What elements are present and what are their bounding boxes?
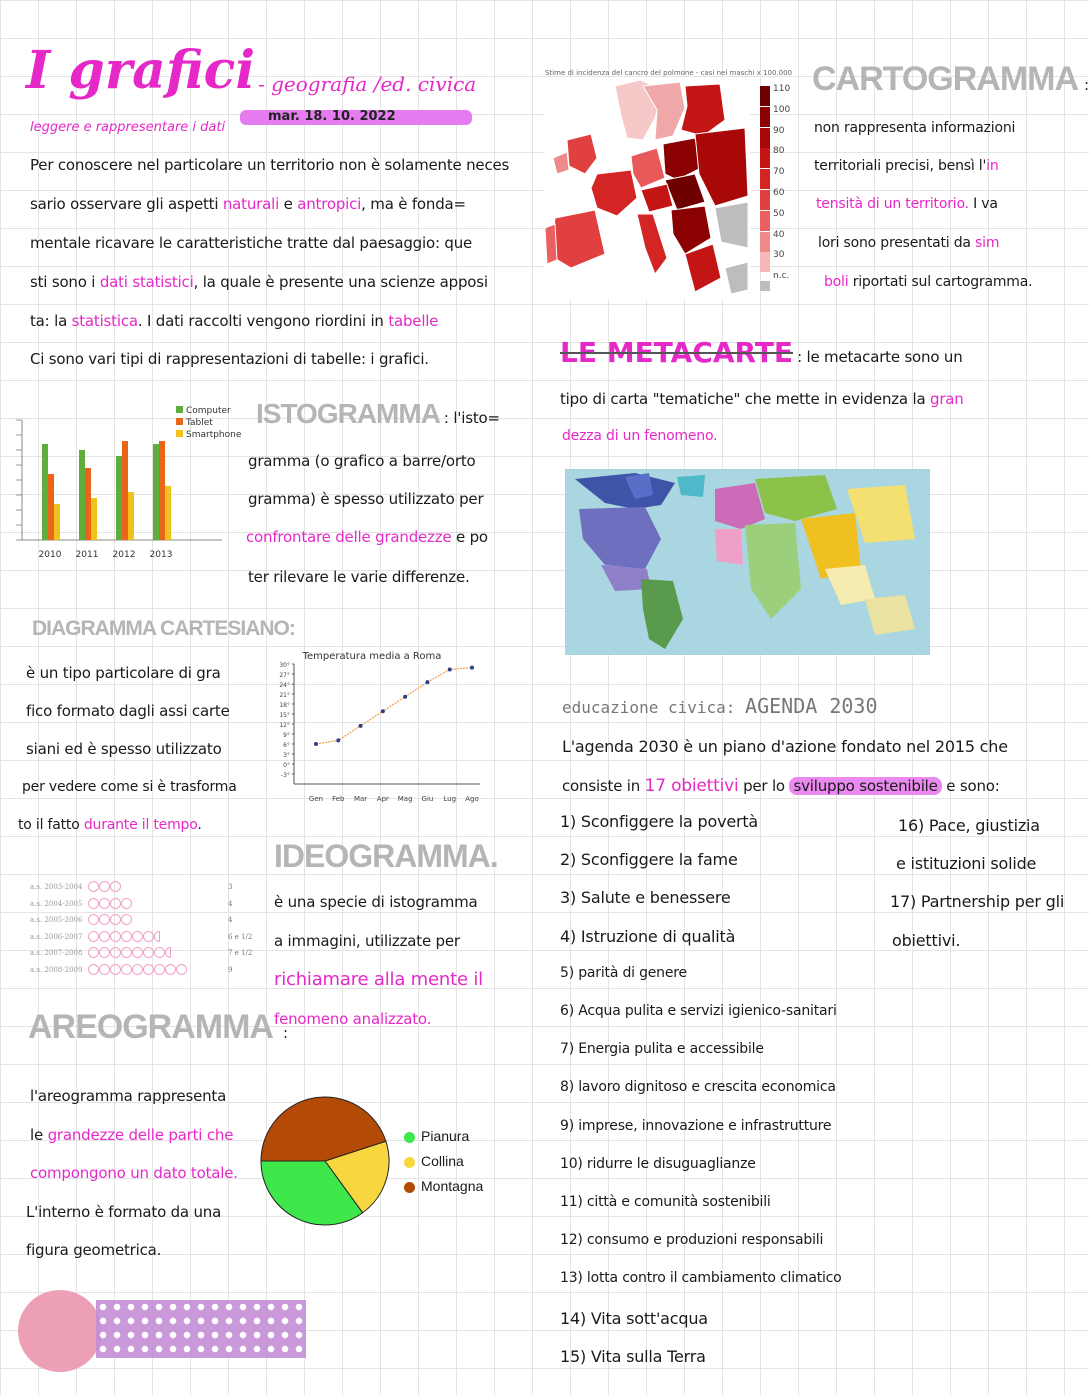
pie-legend-item: [404, 1174, 483, 1199]
map-scale-step: [760, 148, 800, 168]
tagline: leggere e rappresentare i dati: [30, 120, 226, 135]
istogramma-line: confrontare delle grandezze e po: [246, 528, 488, 546]
bar: [54, 504, 60, 540]
agenda-goal-16a: 16) Pace, giustizia: [898, 816, 1040, 835]
smiley-icon: [110, 914, 121, 925]
map-scale-label: n.c.: [773, 271, 790, 282]
pictogram-row: [30, 897, 260, 911]
smiley-icon: [176, 964, 187, 975]
y-tick-label: 30°: [279, 662, 290, 669]
cartogramma-line: tensità di un territorio. I va: [816, 196, 998, 212]
legend-swatch: [176, 418, 183, 425]
map-scale-label: 90: [773, 125, 785, 136]
intro-line: mentale ricavare le caratteristiche tratte dal paesaggio: que: [30, 234, 473, 252]
pictogram-row-label: a.s. 2004-2005: [30, 899, 83, 908]
agenda-heading: educazione civica: AGENDA 2030: [562, 694, 878, 718]
y-tick-label: 0°: [283, 762, 290, 769]
smiley-icon: [121, 931, 132, 942]
pictogram-row: [30, 913, 260, 927]
agenda-goal: 12) consumo e produzioni responsabili: [560, 1232, 824, 1249]
pie-legend-label: Collina: [421, 1153, 464, 1169]
metacarte-line: dezza di un fenomeno.: [562, 428, 718, 444]
smiley-icon: [99, 881, 110, 892]
agenda-goal: 4) Istruzione di qualità: [560, 926, 736, 946]
agenda-goal: 7) Energia pulita e accessibile: [560, 1041, 764, 1058]
istogramma-heading-row: ISTOGRAMMA : l'isto=: [256, 398, 500, 429]
date-badge: [240, 110, 472, 125]
legend-dot-icon: [404, 1157, 415, 1168]
smiley-icon: [143, 947, 154, 958]
x-tick-label: Giu: [421, 795, 434, 803]
y-tick-label: 21°: [279, 692, 290, 699]
cartesiano-line: fico formato dagli assi carte: [26, 702, 230, 720]
x-tick-label: 2012: [112, 550, 136, 560]
map-scale-label: 30: [773, 250, 785, 261]
map-scale-step: [760, 190, 800, 210]
bar: [85, 468, 91, 540]
smiley-icon: [110, 947, 121, 958]
ideogramma-line: è una specie di istogramma: [274, 893, 478, 911]
y-tick-label: 18°: [279, 702, 290, 709]
map-scale-swatch: [760, 86, 770, 106]
agenda-goal: 1) Sconfiggere la povertà: [560, 812, 759, 831]
map-scale-swatch: [760, 148, 770, 168]
smiley-icon: [121, 914, 132, 925]
agenda-goal: 5) parità di genere: [560, 964, 687, 981]
cartesiano-line: per vedere come si è trasforma: [22, 779, 237, 795]
cartogramma-line: boli riportati sul cartogramma.: [824, 274, 1033, 290]
y-tick-label: 27°: [279, 672, 290, 679]
pictogram-row-value: 4: [228, 899, 233, 908]
page-title: I grafici: [26, 40, 256, 101]
agenda-goal: 2) Sconfiggere la fame: [560, 850, 738, 870]
smiley-icon: [99, 931, 110, 942]
smiley-icon: [110, 881, 121, 892]
smiley-icon: [165, 964, 176, 975]
data-point: [448, 667, 452, 671]
map-title: Stime di incidenza del cancro del polmone - casi nei maschi x 100.000: [545, 69, 793, 77]
cartesiano-line: to il fatto durante il tempo.: [18, 817, 202, 833]
agenda-goal: 15) Vita sulla Terra: [560, 1346, 706, 1366]
smiley-icon: [99, 914, 110, 925]
metacarte-line: tipo di carta "tematiche" che mette in evidenza la gran: [560, 390, 964, 408]
smiley-icon: [121, 964, 132, 975]
pictogram-row: [30, 946, 260, 960]
smiley-icon: [99, 947, 110, 958]
y-tick-label: 6°: [283, 742, 290, 749]
bar: [153, 444, 159, 540]
smiley-icon: [110, 898, 121, 909]
intro-line: Ci sono vari tipi di rappresentazioni di tabelle: i grafici.: [30, 350, 429, 368]
intro-line: ta: la statistica. I dati raccolti vengono riordini in tabelle: [30, 312, 439, 330]
bar: [159, 441, 165, 540]
smiley-icon: [132, 931, 143, 942]
legend-label: Smartphone: [186, 430, 242, 440]
bar: [122, 441, 128, 540]
cartogramma-line: territoriali precisi, bensì l'in: [814, 158, 999, 174]
areogramma-line: L'interno è formato da una: [26, 1203, 222, 1221]
data-point: [359, 724, 363, 728]
areogramma-heading-row: AREOGRAMMA :: [28, 1008, 288, 1046]
pictogram-row-value: 7 e 1/2: [228, 949, 253, 957]
bar: [48, 474, 54, 540]
metacarte-heading-row: LE METACARTE : le metacarte sono un: [560, 336, 963, 369]
data-point: [381, 709, 385, 713]
y-tick-label: 9°: [283, 732, 290, 739]
agenda-goal: 3) Salute e benessere: [560, 888, 731, 908]
map-scale-swatch: [760, 169, 770, 189]
page-subtitle: - geografia /ed. civica: [258, 72, 477, 96]
legend-label: Computer: [186, 406, 231, 416]
legend-swatch: [176, 430, 183, 437]
agenda-goal: 6) Acqua pulita e servizi igienico-sanitari: [560, 1003, 837, 1019]
bar-chart: [14, 400, 244, 570]
pie-legend-item: [404, 1124, 483, 1149]
smiley-icon: [154, 947, 165, 958]
map-scale-step: [760, 208, 800, 231]
cartesiano-line: siani ed è spesso utilizzato: [26, 740, 222, 758]
bar: [128, 492, 134, 540]
map-scale-swatch: [760, 232, 770, 252]
pictogram-row-label: a.s. 2008-2009: [30, 965, 83, 974]
smiley-icon: [99, 898, 110, 909]
agenda-goal-16b: e istituzioni solide: [896, 854, 1037, 873]
areogramma-line: figura geometrica.: [26, 1241, 162, 1259]
map-scale-step: [760, 273, 800, 293]
map-scale-step: [760, 169, 800, 189]
smiley-icon: [154, 931, 160, 942]
smiley-icon: [121, 898, 132, 909]
agenda-line: L'agenda 2030 è un piano d'azione fondato nel 2015 che: [562, 737, 1008, 756]
istogramma-heading: ISTOGRAMMA: [256, 398, 440, 429]
agenda-goal: 8) lavoro dignitoso e crescita economica: [560, 1079, 836, 1096]
pictogram-row-value: 3: [228, 883, 233, 891]
map-scale-swatch: [760, 281, 770, 291]
pie-legend-item: [404, 1149, 483, 1174]
istogramma-line: gramma) è spesso utilizzato per: [248, 490, 484, 508]
smiley-icon: [88, 881, 99, 892]
y-tick-label: -3°: [281, 772, 290, 779]
pie-chart: [258, 1094, 392, 1228]
x-tick-label: 2013: [149, 550, 173, 560]
pictogram-row: [30, 930, 260, 944]
ideogramma-heading: IDEOGRAMMA.: [274, 838, 498, 874]
map-scale-label: 80: [773, 146, 785, 157]
map-scale-step: [760, 86, 800, 106]
pictogram-chart: [30, 880, 260, 980]
smiley-icon: [121, 947, 132, 958]
areogramma-line: l'areogramma rappresenta: [30, 1087, 227, 1105]
pictogram-row: [30, 963, 260, 977]
map-scale-label: 70: [773, 167, 785, 178]
bar: [42, 444, 48, 540]
chart-title: Temperatura media a Roma: [302, 651, 442, 662]
agenda-goal: 9) imprese, innovazione e infrastrutture: [560, 1117, 832, 1134]
smiley-icon: [99, 964, 110, 975]
pictogram-row-value: 4: [228, 916, 233, 924]
map-scale-label: 110: [773, 84, 791, 94]
y-tick-label: 15°: [279, 712, 290, 719]
map-scale-swatch: [760, 190, 770, 210]
map-scale-swatch: [760, 128, 770, 148]
smiley-icon: [88, 931, 99, 942]
ideogramma-line: a immagini, utilizzate per: [274, 932, 460, 950]
cartogramma-heading: CARTOGRAMMA: [812, 60, 1079, 98]
map-scale-label: 50: [773, 208, 785, 219]
intro-line: sario osservare gli aspetti naturali e antropici, ma è fonda=: [30, 195, 466, 213]
smiley-icon: [110, 964, 121, 975]
date-text: mar. 18. 10. 2022: [268, 109, 396, 124]
legend-label: Tablet: [186, 418, 213, 428]
agenda-line: consiste in 17 obiettivi per lo sviluppo sostenibile e sono:: [562, 776, 1000, 796]
smiley-icon: [132, 947, 143, 958]
areogramma-heading: AREOGRAMMA: [28, 1008, 273, 1046]
smiley-icon: [165, 947, 171, 958]
data-point: [336, 738, 340, 742]
bar: [165, 486, 171, 540]
smiley-icon: [143, 964, 154, 975]
data-point: [425, 680, 429, 684]
map-scale-step: [760, 252, 800, 272]
pie-legend-label: Montagna: [421, 1178, 484, 1194]
map-scale-step: [760, 125, 800, 148]
pictogram-row-label: a.s. 2007-2008: [30, 949, 83, 957]
agenda-goal-17a: 17) Partnership per gli: [890, 892, 1065, 911]
smiley-icon: [154, 964, 165, 975]
areogramma-line: compongono un dato totale.: [30, 1164, 238, 1182]
x-tick-label: Mar: [353, 795, 368, 803]
data-point: [470, 666, 474, 670]
map-scale-step: [760, 229, 800, 252]
ideogramma-line: richiamare alla mente il: [274, 969, 483, 990]
smiley-icon: [88, 914, 99, 925]
cartesiano-heading: DIAGRAMMA CARTESIANO:: [32, 617, 295, 640]
pictogram-row-label: a.s. 2006-2007: [30, 932, 83, 941]
map-scale-swatch: [760, 211, 770, 231]
washi-tape: [96, 1300, 306, 1358]
world-cartogram-map: [565, 469, 930, 655]
data-point: [403, 695, 407, 699]
intro-line: sti sono i dati statistici, la quale è presente una scienze apposi: [30, 273, 488, 291]
x-tick-label: 2010: [38, 550, 62, 560]
pictogram-row-label: a.s. 2005-2006: [30, 916, 83, 924]
bar: [116, 456, 122, 540]
x-tick-label: Mag: [397, 795, 413, 803]
bar: [91, 498, 97, 540]
areogramma-line: le grandezze delle parti che: [30, 1126, 234, 1144]
legend-swatch: [176, 406, 183, 413]
smiley-icon: [110, 931, 121, 942]
istogramma-line: gramma (o grafico a barre/orto: [248, 452, 476, 470]
pie-legend: [404, 1124, 483, 1199]
europe-choropleth-map: [545, 78, 750, 300]
cartogramma-line: non rappresenta informazioni: [814, 120, 1016, 136]
map-scale-label: 60: [773, 188, 785, 198]
agenda-goal: 14) Vita sott'acqua: [560, 1308, 708, 1328]
pictogram-row-label: a.s. 2003-2004: [30, 883, 83, 891]
smiley-icon: [88, 964, 99, 975]
agenda-goal: 11) città e comunità sostenibili: [560, 1194, 771, 1210]
cartesiano-line: è un tipo particolare di gra: [26, 664, 221, 682]
x-tick-label: 2011: [75, 550, 99, 560]
cartogramma-heading-row: CARTOGRAMMA :: [812, 60, 1089, 98]
metacarte-heading: LE METACARTE: [560, 336, 794, 369]
x-tick-label: Apr: [376, 795, 389, 803]
smiley-icon: [143, 931, 154, 942]
map-scale-step: [760, 104, 800, 127]
y-tick-label: 12°: [279, 722, 290, 729]
data-point: [314, 742, 318, 746]
smiley-icon: [88, 898, 99, 909]
istogramma-line: ter rilevare le varie differenze.: [248, 568, 470, 586]
agenda-goal: 13) lotta contro il cambiamento climatico: [560, 1270, 842, 1287]
ideogramma-line: fenomeno analizzato.: [274, 1010, 432, 1028]
map-scale-label: 40: [773, 229, 785, 240]
x-tick-label: Lug: [443, 795, 457, 803]
agenda-goal-17b: obiettivi.: [892, 931, 961, 950]
cartogramma-line: lori sono presentati da sim: [818, 235, 1000, 251]
legend-dot-icon: [404, 1182, 415, 1193]
x-tick-label: Feb: [332, 795, 345, 803]
x-tick-label: Ago: [465, 795, 479, 803]
smiley-icon: [132, 964, 143, 975]
y-tick-label: 3°: [283, 752, 290, 759]
map-scale-swatch: [760, 252, 770, 272]
map-scale-swatch: [760, 107, 770, 127]
smiley-icon: [88, 947, 99, 958]
pictogram-row-value: 6 e 1/2: [228, 932, 253, 941]
agenda-goal: 10) ridurre le disuguaglianze: [560, 1155, 756, 1172]
y-tick-label: 24°: [279, 682, 290, 689]
legend-dot-icon: [404, 1132, 415, 1143]
series-line: [316, 668, 472, 744]
line-chart: [270, 644, 485, 810]
bar: [79, 450, 85, 540]
x-tick-label: Gen: [308, 795, 324, 803]
pictogram-row: [30, 880, 260, 894]
pictogram-row-value: 9: [228, 965, 233, 974]
intro-line: Per conoscere nel particolare un territorio non è solamente neces: [30, 156, 510, 174]
pie-legend-label: Pianura: [421, 1128, 470, 1144]
washi-circle: [18, 1290, 102, 1372]
map-scale-label: 100: [773, 104, 791, 115]
